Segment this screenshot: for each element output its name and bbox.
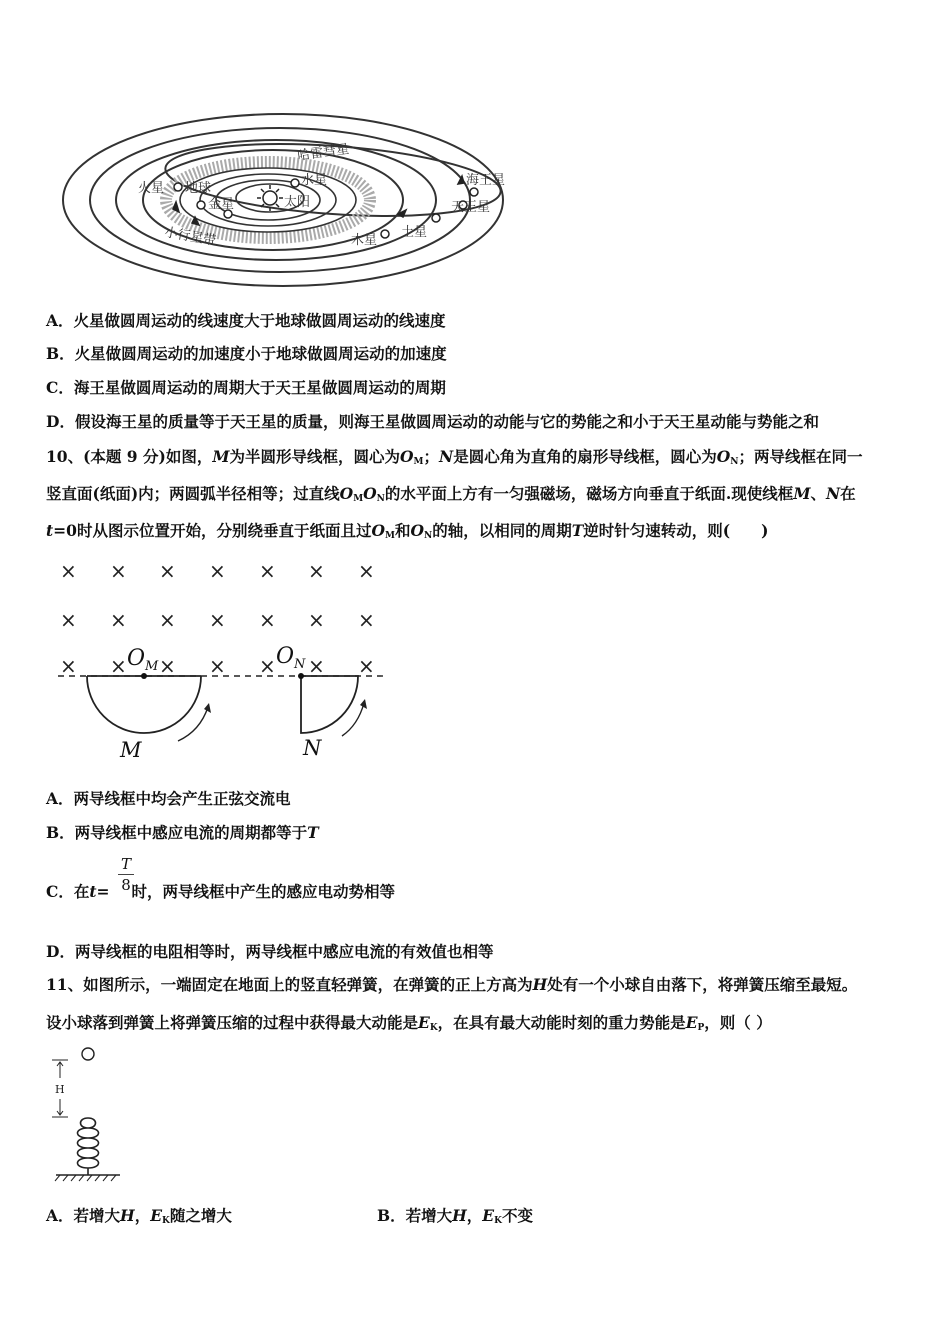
q10-stem-line1: 10、(本题 9 分)如图，M为半圆形导线框，圆心为$O_M$；N是圆心角为直角的扇形导线框，圆心为$O_N$；两导线框在同一 <box>46 447 863 467</box>
field-cross: × <box>159 559 176 583</box>
q10-option-b: B．两导线框中感应电流的周期都等于T <box>46 823 319 842</box>
q11-option-b: B．若增大H，$E_K$不变 <box>377 1206 533 1226</box>
solar-system-figure <box>58 110 510 292</box>
label-earth: 地球 <box>185 181 212 196</box>
field-cross: × <box>358 559 375 583</box>
q10-option-d: D．两导线框的电阻相等时，两导线框中感应电流的有效值也相等 <box>46 942 494 961</box>
height-arrow-up-icon <box>57 1062 63 1078</box>
field-cross: × <box>60 654 77 678</box>
field-cross: × <box>110 654 127 678</box>
field-cross: × <box>308 608 325 632</box>
field-cross: × <box>159 608 176 632</box>
label-sun: 太阳 <box>284 195 311 210</box>
field-cross: × <box>259 608 276 632</box>
field-cross: × <box>60 559 77 583</box>
mars-planet <box>174 183 182 191</box>
rotation-arrow-m-head-icon <box>204 703 211 713</box>
semicircle-frame-m <box>87 676 201 733</box>
neptune-planet <box>470 188 478 196</box>
label-m: M <box>120 738 142 762</box>
field-cross: × <box>308 654 325 678</box>
field-cross: × <box>308 559 325 583</box>
label-venus: 金星 <box>208 197 235 212</box>
label-mars: 火星 <box>138 181 165 196</box>
field-cross: × <box>209 654 226 678</box>
q9-option-d: D．假设海王星的质量等于天王星的质量，则海王星做圆周运动的动能与它的势能之和小于天王星动能与势能之和 <box>46 412 819 431</box>
height-arrow-down-icon <box>57 1099 63 1115</box>
mercury-planet <box>291 179 299 187</box>
saturn-planet <box>432 214 440 222</box>
q10-option-c: C．在t= 时，两导线框中产生的感应电动势相等 <box>46 882 396 901</box>
field-cross: × <box>358 608 375 632</box>
sector-frame-n <box>301 676 358 733</box>
ball <box>82 1048 94 1060</box>
jupiter-planet <box>381 230 389 238</box>
label-n: N <box>303 736 322 760</box>
label-saturn: 土星 <box>401 225 428 240</box>
label-halley: 哈雷彗星 <box>296 141 351 164</box>
rotation-arrow-m-icon <box>178 707 208 741</box>
orbit-arrow-icon <box>192 217 199 225</box>
field-cross: × <box>259 654 276 678</box>
q10-stem-line2: 竖直面(纸面)内；两圆弧半径相等；过直线$O_MO_N$的水平面上方有一匀强磁场，磁场方向垂直于纸面.现使线框M、N在 <box>46 484 856 504</box>
ground-hatch <box>55 1175 116 1181</box>
label-mercury: 水星 <box>301 173 328 188</box>
q11-stem-line2: 设小球落到弹簧上将弹簧压缩的过程中获得最大动能是$E_K$，在具有最大动能时刻的重力势能是$E_P$，则（ ） <box>46 1013 772 1033</box>
label-on: $O_N$ <box>276 644 306 672</box>
center-point-n <box>298 673 304 679</box>
field-cross: × <box>110 559 127 583</box>
spring <box>78 1118 99 1175</box>
field-cross: × <box>209 559 226 583</box>
q9-option-c: C．海王星做圆周运动的周期大于天王星做圆周运动的周期 <box>46 378 446 397</box>
q9-option-a: A．火星做圆周运动的线速度大于地球做圆周运动的线速度 <box>46 311 446 330</box>
spring-ball-figure <box>44 1042 124 1184</box>
rotation-arrow-n-icon <box>342 703 364 736</box>
q10-option-a: A．两导线框中均会产生正弦交流电 <box>46 789 291 808</box>
field-cross: × <box>358 654 375 678</box>
fraction-t-over-8: $\frac{T}{8}$ <box>118 854 134 895</box>
earth-planet <box>197 201 205 209</box>
q11-stem-line1: 11、如图所示，一端固定在地面上的竖直轻弹簧，在弹簧的正上方高为H处有一个小球自由落下，将弹簧压缩至最短。 <box>46 975 858 994</box>
q11-option-a: A．若增大H，$E_K$随之增大 <box>46 1206 232 1226</box>
q10-stem-line3: t=0时从图示位置开始，分别绕垂直于纸面且过$O_M$和$O_N$的轴，以相同的周期T逆时针匀速转动，则( ) <box>46 521 769 541</box>
sun-icon <box>257 185 283 211</box>
label-om: $O_M$ <box>127 646 159 674</box>
field-cross: × <box>60 608 77 632</box>
field-cross: × <box>159 654 176 678</box>
field-cross: × <box>110 608 127 632</box>
label-jupiter: 木星 <box>351 233 378 248</box>
label-h: H <box>55 1083 65 1096</box>
label-asteroid-belt: 小行星带 <box>163 225 218 249</box>
label-uranus: 天王星 <box>451 200 491 215</box>
label-neptune: 海王星 <box>465 173 505 188</box>
q9-option-b: B．火星做圆周运动的加速度小于地球做圆周运动的加速度 <box>46 344 447 363</box>
wire-frames-figure <box>50 555 390 770</box>
rotation-arrow-n-head-icon <box>360 699 367 709</box>
field-cross: × <box>259 559 276 583</box>
field-cross: × <box>209 608 226 632</box>
